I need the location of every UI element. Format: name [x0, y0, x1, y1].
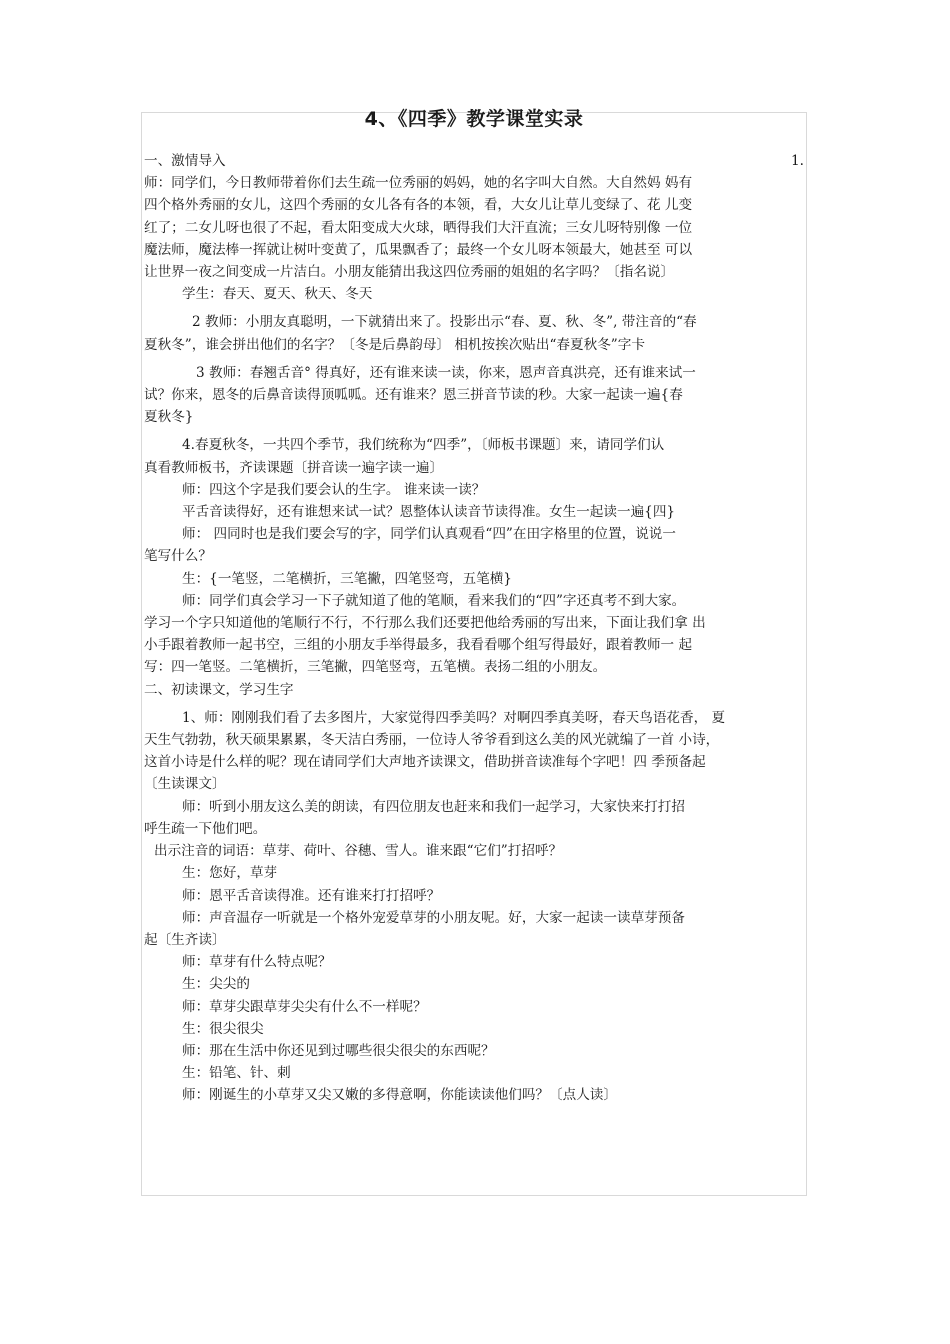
paragraph-line: 师：同学们真会学习一下子就知道了他的笔顺，看来我们的“四”字还真考不到大家。 [182, 592, 686, 609]
paragraph-line: 4.春夏秋冬，一共四个季节，我们统称为“四季”，〔师板书课题〕来，请同学们认 [182, 437, 665, 454]
paragraph-line: 小手跟着教师一起书空，三组的小朋友手举得最多，我看看哪个组写得最好，跟着教师一 起 [144, 637, 693, 654]
paragraph-line: 师：草芽尖跟草芽尖尖有什么不一样呢？ [182, 998, 427, 1015]
paragraph-line: 生：很尖很尖 [182, 1020, 264, 1037]
paragraph-line: 生：尖尖的 [182, 976, 250, 993]
paragraph-line: 1、师：刚刚我们看了去多图片，大家觉得四季美吗？对啊四季真美呀，春天鸟语花香， 夏 [182, 709, 726, 726]
paragraph-line: 师： 四同时也是我们要会写的字，同学们认真观看“四”在田字格里的位置，说说一 [182, 526, 676, 543]
section-heading-1-text: 一、激情导入 [144, 153, 226, 169]
section-heading-1 [144, 150, 808, 172]
paragraph-line: 师：那在生活中你还见到过哪些很尖很尖的东西呢？ [182, 1042, 495, 1059]
paragraph-line: 起〔生齐读〕 [144, 931, 226, 948]
paragraph-line: 让世界一夜之间变成一片洁白。小朋友能猜出我这四位秀丽的姐姐的名字吗？〔指名说〕 [144, 264, 675, 281]
paragraph-line: 学生：春天、夏天、秋天、冬天 [182, 286, 373, 303]
paragraph-line: 夏秋冬} [144, 409, 194, 426]
paragraph-line: 夏秋冬”，谁会拼出他们的名字？〔冬是后鼻韵母〕 相机按挨次贴出“春夏秋冬”字卡 [144, 336, 645, 353]
paragraph-line: 师：声音温存一听就是一个格外宠爱草芽的小朋友呢。好，大家一起读一读草芽预备 [182, 909, 685, 926]
paragraph-line: 师：同学们，今日教师带着你们去生疏一位秀丽的妈妈，她的名字叫大自然。大自然妈 妈有 [144, 175, 693, 192]
paragraph-line: 生：您好，草芽 [182, 865, 278, 882]
paragraph-line: 〔生读课文〕 [144, 776, 226, 793]
paragraph-line: 笔写什么？ [144, 548, 212, 565]
paragraph-line: 真看教师板书，齐读课题〔拼音读一遍字读一遍〕 [144, 459, 444, 476]
paragraph-line: 四个格外秀丽的女儿，这四个秀丽的女儿各有各的本领，看，大女儿让草儿变绿了、花 儿变 [144, 197, 693, 214]
paragraph-line: 魔法师，魔法棒一挥就让树叶变黄了，瓜果飘香了；最终一个女儿呀本领最大，她甚至 可以 [144, 241, 693, 258]
section-heading-2: 二、初读课文，学习生字 [144, 681, 294, 698]
paragraph-line: 写：四一笔竖。二笔横折，三笔撇，四笔竖弯，五笔横。表扬二组的小朋友。 [144, 659, 607, 676]
paragraph-line: 2 教师：小朋友真聪明，一下就猜出来了。投影出示“春、夏、秋、冬”, 带注音的“春 [192, 314, 697, 331]
paragraph-line: 天生气勃勃，秋天硕果累累，冬天洁白秀丽，一位诗人爷爷看到这么美的风光就编了一首 小诗， [144, 732, 720, 749]
paragraph-line: 这首小诗是什么样的呢？现在请同学们大声地齐读课文，借助拼音读准每个字吧！四 季预备起 [144, 754, 706, 771]
paragraph-line: 生：{一笔竖，二笔横折，三笔撇，四笔竖弯，五笔横} [182, 570, 512, 587]
paragraph-line: 师：听到小朋友这么美的朗读，有四位朋友也赶来和我们一起学习，大家快来打打招 [182, 798, 685, 815]
paragraph-line: 学习一个字只知道他的笔顺行不行，不行那么我们还要把他给秀丽的写出来，下面让我们拿 出 [144, 615, 706, 632]
paragraph-line: 生：铅笔、针、刺 [182, 1065, 291, 1082]
paragraph-line: 师：恩平舌音读得准。还有谁来打打招呼？ [182, 887, 441, 904]
document-body [144, 150, 808, 1107]
paragraph-line: 师：草芽有什么特点呢？ [182, 954, 332, 971]
paragraph-line: 师：四这个字是我们要会认的生字。 谁来读一读？ [182, 481, 486, 498]
paragraph-line: 红了；二女儿呀也很了不起，看太阳变成大火球，晒得我们大汗直流；三女儿呀特别像 一位 [144, 219, 693, 236]
item-number: 1. [791, 153, 804, 169]
paragraph-line: 呼生疏一下他们吧。 [144, 820, 267, 837]
paragraph-line: 出示注音的词语：草芽、荷叶、谷穗、雪人。谁来跟“它们”打招呼？ [154, 843, 563, 860]
paragraph-line: 试？你来，恩冬的后鼻音读得顶呱呱。还有谁来？恩三拼音节读的秒。大家一起读一遍{春 [144, 387, 683, 404]
document-title: 4、《四季》教学课堂实录 [364, 108, 584, 130]
paragraph-line: 平舌音读得好，还有谁想来试一试？恩整体认读音节读得准。女生一起读一遍{四} [182, 504, 676, 521]
paragraph-line: 师：刚诞生的小草芽又尖又嫩的多得意啊，你能读读他们吗？〔点人读〕 [182, 1087, 617, 1104]
paragraph-line: 3 教师：春翘舌音° 得真好，还有谁来读一读，你来，恩声音真洪亮，还有谁来试一 [196, 364, 696, 381]
